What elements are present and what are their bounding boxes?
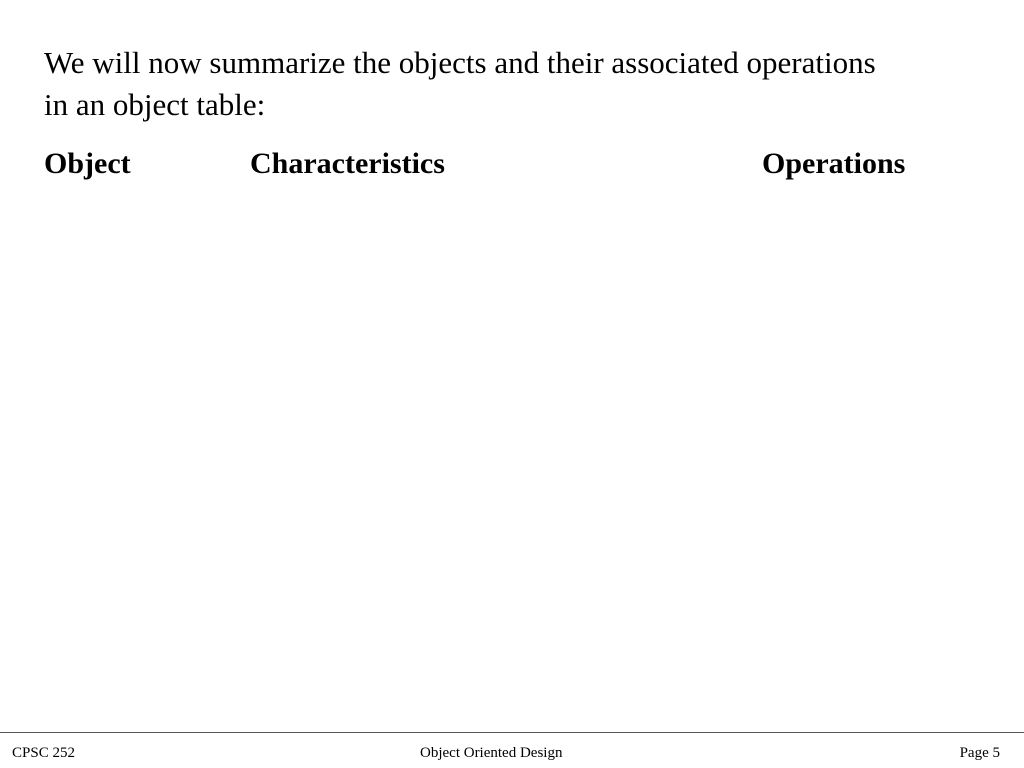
footer-topic: Object Oriented Design [420,745,563,761]
intro-paragraph [44,42,984,126]
characteristics-column-header: Characteristics [250,147,445,180]
intro-line-1: We will now summarize the objects and their associated operations [44,45,876,80]
intro-line-2: in an object table: [44,87,266,122]
footer-divider [0,732,1024,733]
object-column-header: Object [44,147,131,180]
operations-column-header: Operations [762,147,906,180]
footer-page-number: Page 5 [959,745,1000,761]
footer-course: CPSC 252 [12,745,75,761]
